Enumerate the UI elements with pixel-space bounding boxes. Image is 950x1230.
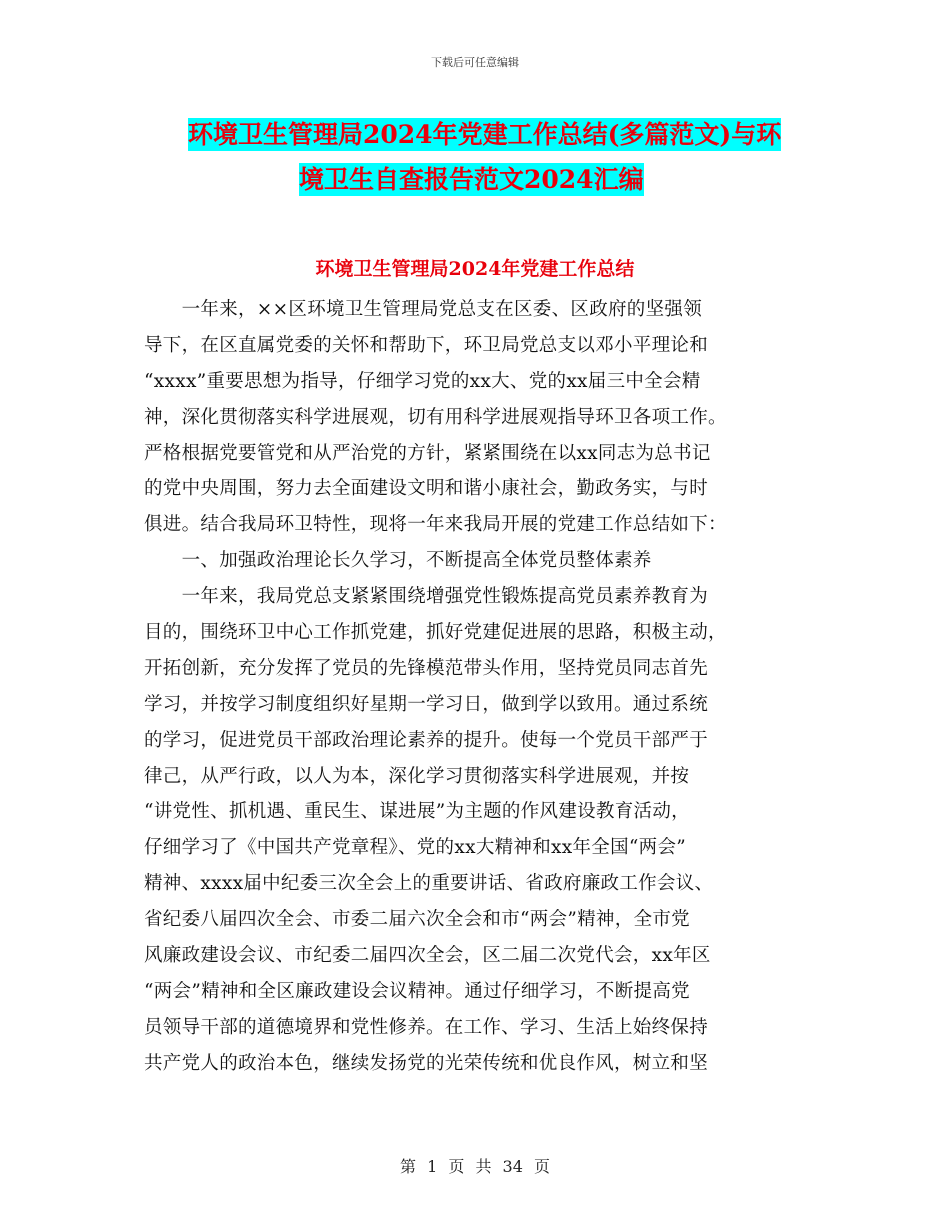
body-line: 精神、xxxx届中纪委三次全会上的重要讲话、省政府廉政工作会议、 xyxy=(144,873,714,895)
title-highlight-2: 境卫生自查报告范文2024汇编 xyxy=(299,165,644,194)
body-line: 导下，在区直属党委的关怀和帮助下，环卫局党总支以邓小平理论和 xyxy=(144,334,709,356)
body-line: 开拓创新，充分发挥了党员的先锋模范带头作用，坚持党员同志首先 xyxy=(144,657,709,679)
body-line: 一年来，我局党总支紧紧围绕增强党性锻炼提高党员素养教育为 xyxy=(144,586,709,608)
header-note: 下载后可任意编辑 xyxy=(431,56,519,69)
body-line: “xxxx”重要思想为指导，仔细学习党的xx大、党的xx届三中全会精 xyxy=(144,370,701,392)
body-line: 学习，并按学习制度组织好星期一学习日，做到学以致用。通过系统 xyxy=(144,693,709,715)
body-line: 风廉政建设会议、市纪委二届四次全会，区二届二次党代会，xx年区 xyxy=(144,945,711,967)
body-text xyxy=(144,292,814,1082)
document-title-line-2 xyxy=(140,157,820,202)
page-footer: 第 1 页 共 34 页 xyxy=(400,1157,550,1176)
body-line: 的学习，促进党员干部政治理论素养的提升。使每一个党员干部严于 xyxy=(144,729,709,751)
body-line: 员领导干部的道德境界和党性修养。在工作、学习、生活上始终保持 xyxy=(144,1016,709,1038)
document-title-line-1 xyxy=(140,112,820,157)
document-title xyxy=(140,112,820,202)
body-line: 省纪委八届四次全会、市委二届六次全会和市“两会”精神，全市党 xyxy=(144,909,690,931)
body-line: 严格根据党要管党和从严治党的方针，紧紧围绕在以xx同志为总书记 xyxy=(144,442,711,464)
body-line: 目的，围绕环卫中心工作抓党建，抓好党建促进展的思路，积极主动， xyxy=(144,622,727,644)
section-title: 环境卫生管理局2024年党建工作总结 xyxy=(315,258,635,280)
body-line: 俱进。结合我局环卫特性，现将一年来我局开展的党建工作总结如下： xyxy=(144,514,727,536)
body-line: 一年来，××区环境卫生管理局党总支在区委、区政府的坚强领 xyxy=(144,299,703,320)
body-line: 仔细学习了《中国共产党章程》、党的xx大精神和xx年全国“两会” xyxy=(144,837,687,859)
body-line: 律己，从严行政，以人为本，深化学习贯彻落实科学进展观，并按 xyxy=(144,765,690,787)
body-line: 神，深化贯彻落实科学进展观，切有用科学进展观指导环卫各项工作。 xyxy=(144,406,727,428)
body-line: 的党中央周围，努力去全面建设文明和谐小康社会，勤政务实，与时 xyxy=(144,478,709,500)
title-highlight-1: 环境卫生管理局2024年党建工作总结(多篇范文)与环 xyxy=(188,120,782,149)
body-line: 共产党人的政治本色，继续发扬党的光荣传统和优良作风，树立和坚 xyxy=(144,1052,709,1074)
body-line: “两会”精神和全区廉政建设会议精神。通过仔细学习，不断提高党 xyxy=(144,980,690,1002)
body-line: 一、加强政治理论长久学习，不断提高全体党员整体素养 xyxy=(144,550,652,572)
body-line: “讲党性、抓机遇、重民生、谋进展”为主题的作风建设教育活动， xyxy=(144,801,690,823)
